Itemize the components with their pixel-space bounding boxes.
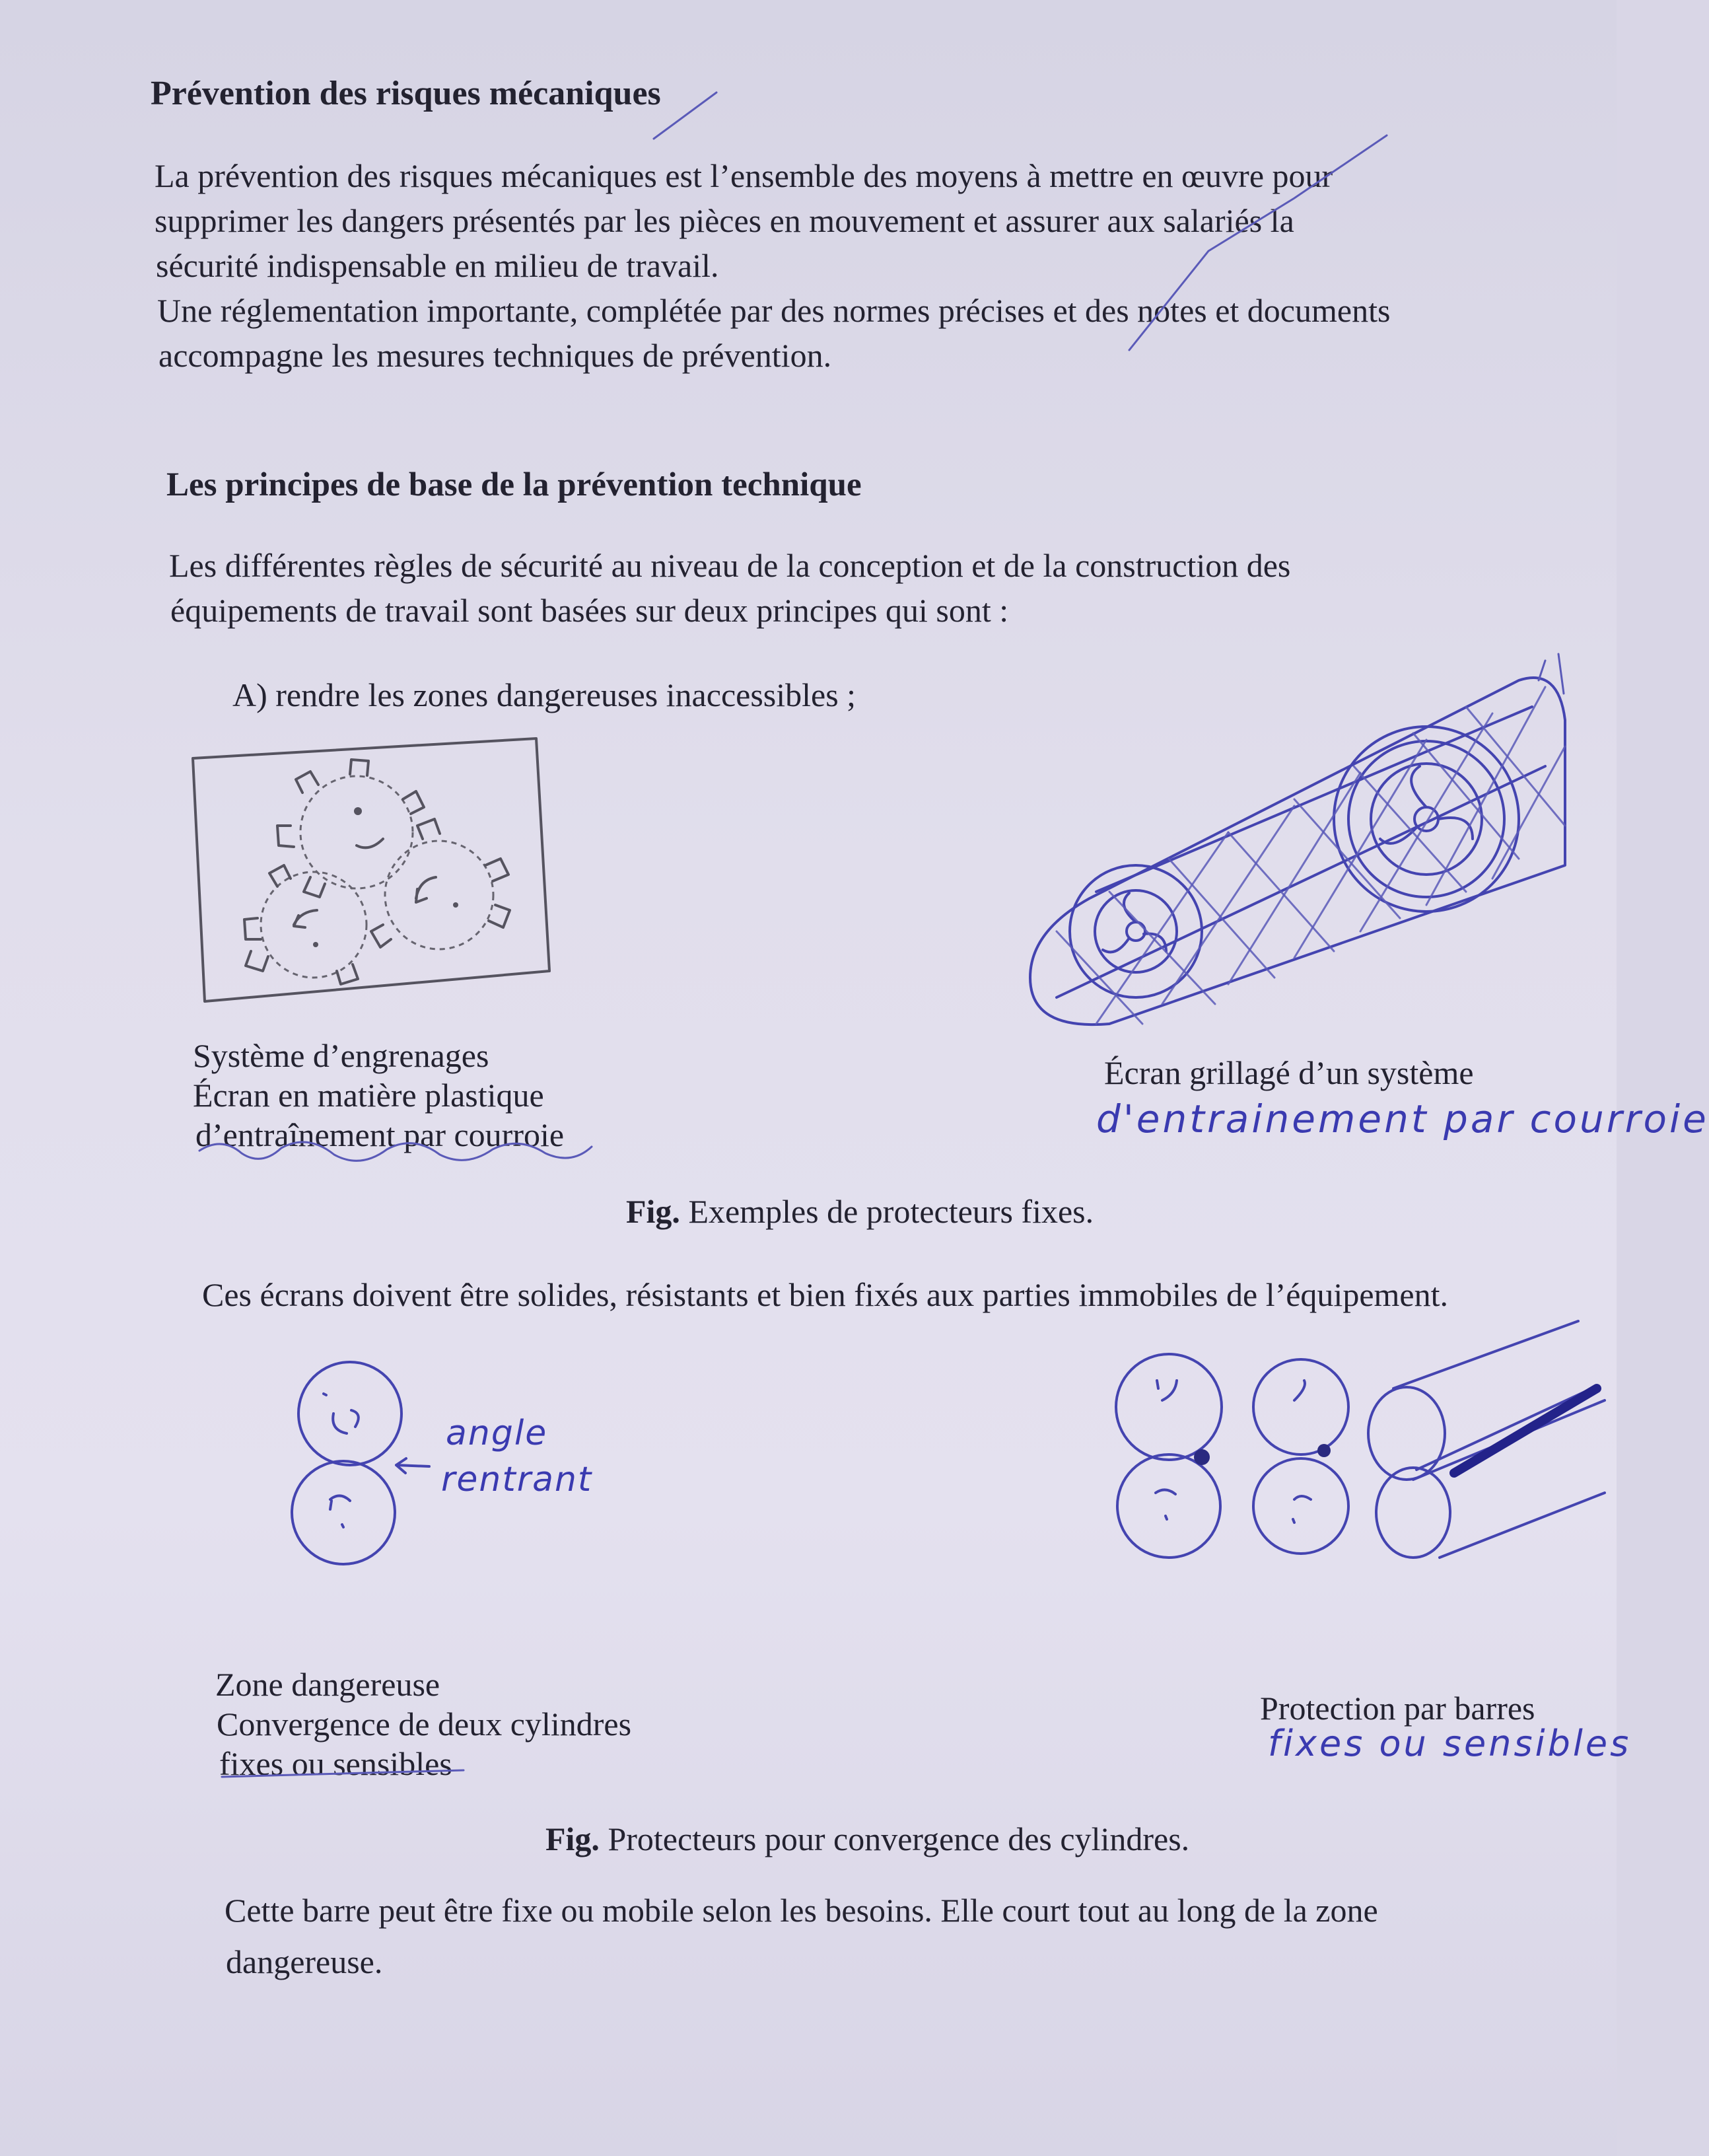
- list-item-a: A) rendre les zones dangereuses inaccessibles ;: [232, 676, 856, 713]
- closing-line: Cette barre peut être fixe ou mobile selon les besoins. Elle court tout au long de la zone: [225, 1892, 1378, 1929]
- annotation-line: rentrant: [441, 1460, 593, 1499]
- figure-caption-text: Exemples de protecteurs fixes.: [680, 1193, 1094, 1230]
- caption-left-line: fixes ou sensibles: [219, 1745, 452, 1782]
- gear-system-sketch: [185, 733, 555, 1011]
- page-title: Prévention des risques mécaniques: [151, 75, 661, 112]
- caption-left-line: d’entraînement par courroie: [195, 1116, 565, 1153]
- section-line: Les différentes règles de sécurité au niveau de la conception et de la construction des: [169, 547, 1291, 584]
- belt-drive-mesh-sketch: [1017, 654, 1572, 1050]
- figure-label: Fig.: [626, 1193, 680, 1230]
- intro-line: accompagne les mesures techniques de prévention.: [158, 337, 832, 374]
- figure-caption: [626, 1189, 1094, 1234]
- protection-bars-sketch: [1103, 1314, 1605, 1565]
- figure-caption: [545, 1816, 1189, 1861]
- strike-through-mark: [219, 1750, 470, 1790]
- figure-label: Fig.: [545, 1820, 600, 1857]
- annotation-line: angle: [446, 1414, 548, 1453]
- section-line: équipements de travail sont basées sur deux principes qui sont :: [170, 592, 1009, 629]
- caption-right: Écran grillagé d’un système: [1104, 1054, 1474, 1091]
- intro-line: Une réglementation importante, complétée par des normes précises et des notes et documents: [157, 292, 1391, 329]
- section-title: Les principes de base de la prévention technique: [166, 466, 862, 503]
- handwritten-correction: d'entrainement par courroie: [1096, 1096, 1709, 1141]
- figure-caption-text: Protecteurs pour convergence des cylindres.: [599, 1820, 1190, 1857]
- caption-left-line: Système d’engrenages: [193, 1037, 489, 1074]
- pen-strike-marks: [0, 0, 1617, 462]
- closing-line: dangereuse.: [226, 1943, 383, 1980]
- caption-left-line: Écran en matière plastique: [193, 1077, 544, 1114]
- caption-left-line: Zone dangereuse: [215, 1666, 440, 1703]
- screens-paragraph: Ces écrans doivent être solides, résistants et bien fixés aux parties immobiles de l’équipement.: [202, 1276, 1448, 1313]
- caption-left-line: Convergence de deux cylindres: [217, 1706, 632, 1743]
- scribble-strike: [195, 1116, 605, 1169]
- intro-line: La prévention des risques mécaniques est l’ensemble des moyens à mettre en œuvre pour: [155, 157, 1333, 194]
- caption-right: Protection par barres: [1260, 1690, 1535, 1727]
- intro-line: supprimer les dangers présentés par les pièces en mouvement et assurer aux salariés la: [155, 202, 1294, 239]
- handwritten-correction: fixes ou sensibles: [1268, 1723, 1632, 1764]
- intro-line: sécurité indispensable en milieu de travail.: [156, 247, 719, 284]
